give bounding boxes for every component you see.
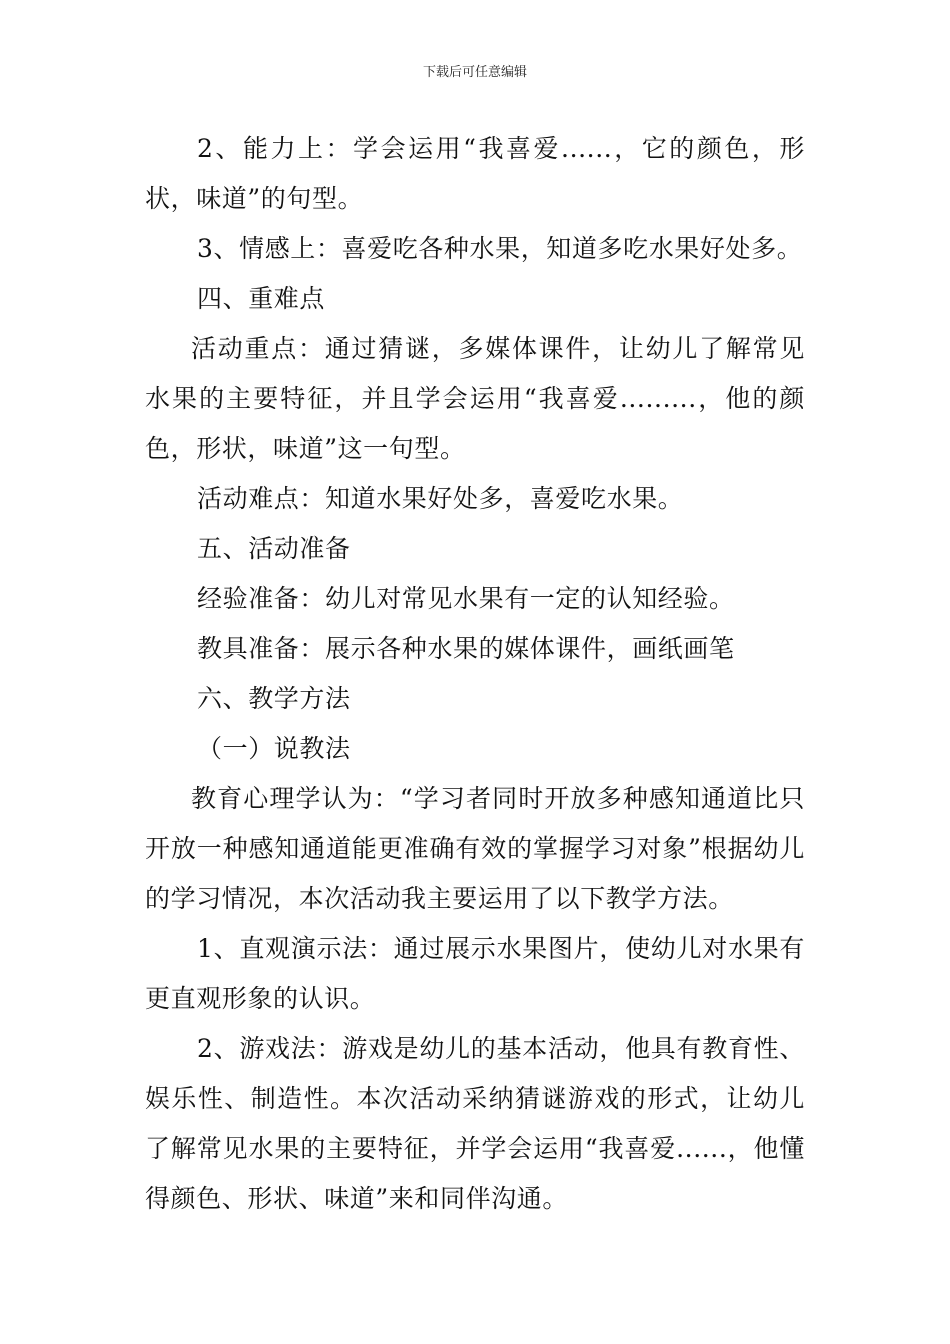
paragraph-experience-preparation: 经验准备：幼儿对常见水果有一定的认知经验。	[197, 584, 735, 613]
paragraph-demonstration-method: 1、直观演示法：通过展示水果图片，使幼儿对水果有更直观形象的认识。	[145, 934, 805, 1013]
paragraph-educational-psychology: 教育心理学认为：“学习者同时开放多种感知通道比只开放一种感知通道能更准确有效的掌握学习对象”根据幼儿的学习情况，本次活动我主要运用了以下教学方法。	[145, 784, 805, 913]
section-heading-preparation: 五、活动准备	[197, 534, 351, 563]
paragraph-ability-goal: 2、能力上：学会运用“我喜爱......，它的颜色，形状，味道”的句型。	[145, 134, 805, 213]
section-heading-key-points: 四、重难点	[197, 284, 326, 313]
paragraph-emotion-goal: 3、情感上：喜爱吃各种水果，知道多吃水果好处多。	[197, 234, 803, 263]
paragraph-game-method: 2、游戏法：游戏是幼儿的基本活动，他具有教育性、娱乐性、制造性。本次活动采纳猜谜游戏的形式，让幼儿了解常见水果的主要特征，并学会运用“我喜爱......，他懂得颜色、形状、味道”来和同伴沟通。	[145, 1034, 805, 1213]
section-heading-teaching-methods: 六、教学方法	[197, 684, 351, 713]
paragraph-activity-difficulty: 活动难点：知道水果好处多，喜爱吃水果。	[197, 484, 684, 513]
page-header: 下载后可任意编辑	[422, 65, 527, 80]
subsection-heading-teaching-approach: （一）说教法	[197, 734, 351, 763]
document-body	[145, 124, 805, 1224]
paragraph-materials-preparation: 教具准备：展示各种水果的媒体课件，画纸画笔	[197, 634, 735, 663]
paragraph-activity-focus: 活动重点：通过猜谜，多媒体课件，让幼儿了解常见水果的主要特征，并且学会运用“我喜爱.........，他的颜色，形状，味道”这一句型。	[145, 334, 805, 463]
